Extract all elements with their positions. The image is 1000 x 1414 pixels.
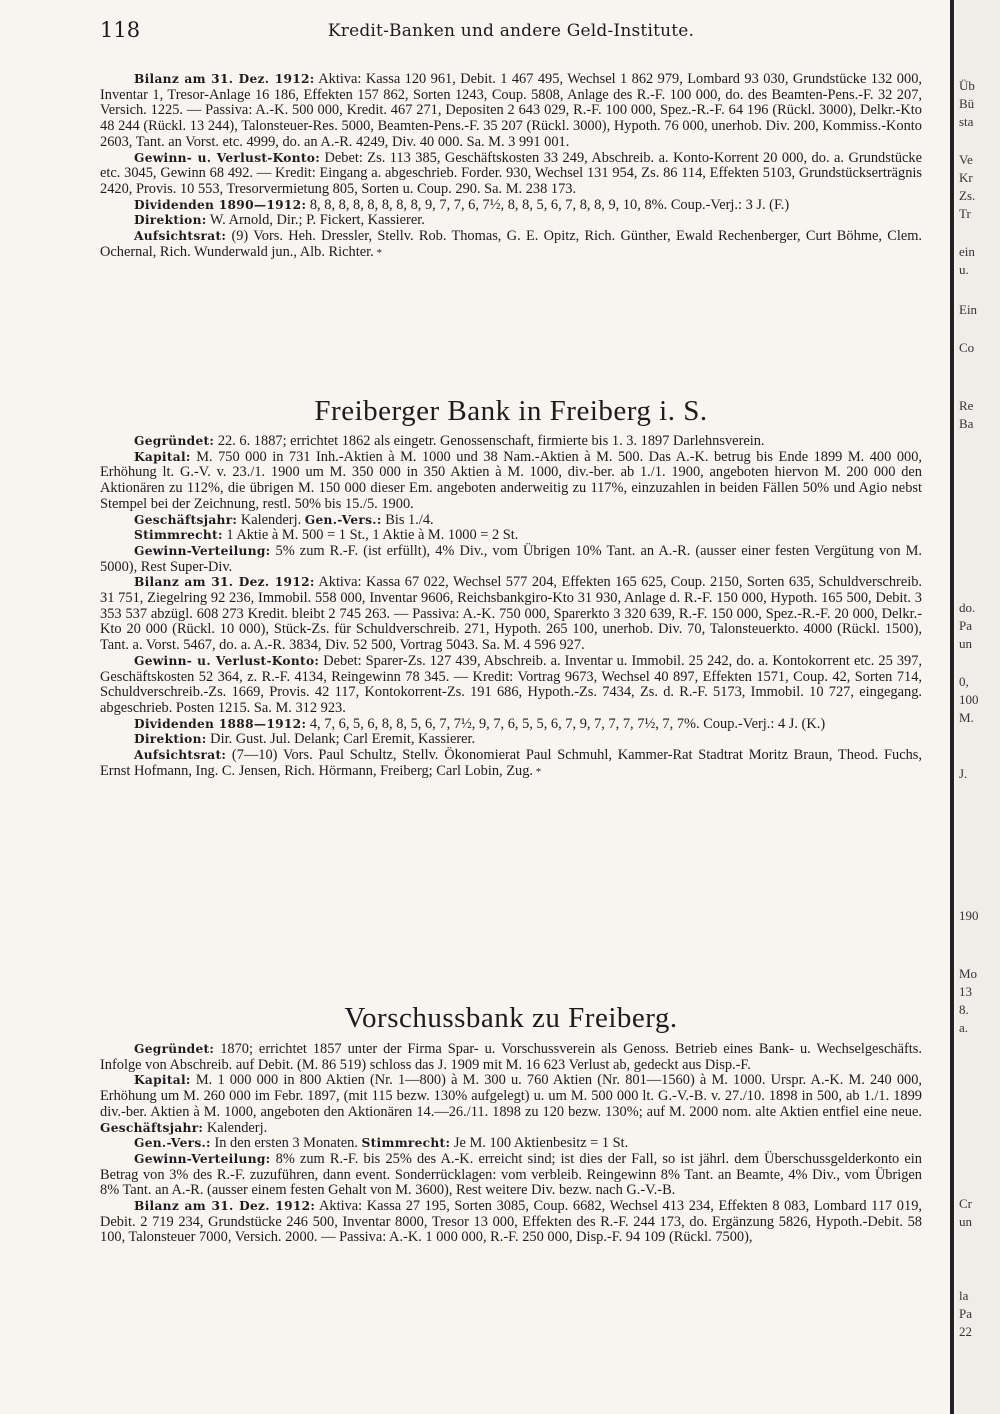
fragment-text: Co: [959, 340, 975, 355]
fragment-text: do.: [959, 600, 976, 615]
fiscal-year-paragraph: Geschäftsjahr: Kalenderj. Gen.-Vers.: Bis 1./4.: [134, 511, 434, 528]
balance-sheet-paragraph: Bilanz am 31. Dez. 1912: Aktiva: Kassa 67 022, Wechsel 577 204, Effekten 165 625, Coup. 2150, Sorten 635, Schuldverschreib. 31 751, Ziegelring 92 236, Immobil. 558 000, Inventar 9606, Reichsbankgiro-Kto 31 930, Anlage d. R.-F. 150 000, Hypoth. 165 500, Debit. 3 353 537 abzügl. 608 273 Kredit. bleibt 2 745 263. — Passiva: A.-K. 750 000, Sparerkto 3 320 639, R.-F. 150 000, Spez.-R.-F. 20 000, Delkr.-Kto 20 000 (Rückl. 10 000), Stück-Zs. für Schuldverschreib. 271, Hypoth. 265 100, unerhob. Div. 70, Talonsteuerkto. 4000 (Rückl. 1500), Tant. a. Vorst. 5467, do. a. A.-R. 3834, Div. 52 500, Vortrag 5043. Sa. M. 4 596 927.: [100, 574, 922, 654]
management-paragraph: Direktion: Dir. Gust. Jul. Delank; Carl Eremit, Kassierer.: [134, 731, 476, 748]
fragment-text: 22: [959, 1324, 972, 1339]
founded-paragraph: Gegründet: 1870; errichtet 1857 unter der Firma Spar- u. Vorschussverein als Genoss. Betrieb eines Bank- u. Wechselgeschäfts. Infolge von Abschreib. auf Debit. (M. 86 519) schloss das J. 1909 mit M. 16 623 Verlust ab, gedeckt aus Disp.-F.: [100, 1041, 922, 1073]
profit-loss-paragraph: Gewinn- u. Verlust-Konto: Debet: Zs. 113 385, Geschäftskosten 33 249, Abschreib. a. Konto-Korrent 20 000, do. a. Grundstücke etc. 3045, Gewinn 68 492. — Kredit: Eingang a. abgeschrieb. Forder. 930, Wechsel 131 954, Zs. 86 114, Effekten 5103, Grundstückserträgnis 2420, Provis. 10 553, Tresorvermietung 805, Sorten u. Coup. 290. Sa. M. 238 173.: [100, 149, 922, 197]
management-paragraph: Direktion: W. Arnold, Dir.; P. Fickert, Kassierer.: [134, 212, 425, 229]
fragment-text: sta: [959, 114, 974, 129]
section-title-freiberger-bank: Freiberger Bank in Freiberg i. S.: [314, 395, 708, 427]
fragment-text: J.: [959, 766, 968, 781]
fragment-text: Bü: [959, 96, 975, 111]
section-freiberger-bank: [100, 434, 922, 780]
fragment-text: Ve: [959, 152, 973, 167]
fragment-text: Ba: [959, 416, 974, 431]
profit-loss-paragraph: Gewinn- u. Verlust-Konto: Debet: Sparer-Zs. 127 439, Abschreib. a. Inventar u. Immobil. 25 242, do. a. Kontokorrent etc. 25 397, Geschäftskosten 52 364, z. R.-F. 4134, Reingewinn 78 345. — Kredit: Vortrag 9673, Wechsel 40 897, Effekten 1571, Coup. 42, Sorten 714, Schuldverschreib.-Zs. 1669, Provis. 42 117, Kontokorrent-Zs. 191 686, Hypoth.-Zs. 7434, Zs. d. R.-F. 5173, Immobil. 10 727, eingegang. abgeschrieb. Posten 1215. Sa. M. 312 923.: [100, 652, 923, 716]
fragment-text: un: [959, 1214, 972, 1229]
balance-sheet-paragraph: Bilanz am 31. Dez. 1912: Aktiva: Kassa 120 961, Debit. 1 467 495, Wechsel 1 862 979, Lombard 93 030, Grundstücke 132 000, Inventar 1, Tresor-Anlage 16 186, Effekten 157 862, Sorten 1243, Coup. 5808, Anlage des R.-F. 100 000, do. des Beamten-Pens.-F. 32 207, Versich. 1225. — Passiva: A.-K. 500 000, Kredit. 467 271, Depositen 2 643 029, R.-F. 100 000, Spez.-R.-F. 64 196 (Rückl. 3000), Delkr.-Kto 48 244 (Rückl. 13 244), Talonsteuer-Res. 5000, Beamten-Pens.-F. 35 207 (Rückl. 3000), Hypoth. 76 000, unerhob. Div. 200, Kommiss.-Konto 2603, Tant. an Vorst. etc. 4999, do. an A.-R. 4249, Div. 40 000. Sa. M. 3 991 001.: [100, 71, 922, 150]
profit-distribution-paragraph: Gewinn-Verteilung: 5% zum R.-F. (ist erfüllt), 4% Div., vom Übrigen 10% Tant. an A.-R. (ausser einer festen Vergütung von M. 5000), Rest Super-Div.: [100, 542, 922, 575]
fragment-text: Cr: [959, 1196, 972, 1211]
fragment-text: 0,: [959, 674, 969, 689]
fragment-text: 8.: [959, 1002, 969, 1017]
profit-distribution-paragraph: Gewinn-Verteilung: 8% zum R.-F. bis 25% des A.-K. erreicht sind; ist dies der Fall, so ist jährl. dem Überschussgelderkonto ein Betrag von 3% des R.-F. zuzuführen, dann event. Sonderrücklagen: vom verbleib. Reingewinn 8% Tant. an Beamte, 4% Div., vom Übrigen 8% Tant. an A.-R. (ausser einem festen Gehalt von M. 3600), Rest weitere Div. bezw. nach G.-V.-B.: [100, 1150, 922, 1199]
fragment-text: a.: [959, 1020, 969, 1035]
page-number: 118: [100, 18, 141, 42]
page-header: [100, 18, 922, 44]
fragment-text: Pa: [959, 618, 972, 633]
supervisory-board-paragraph: Aufsichtsrat: (7—10) Vors. Paul Schultz, Stellv. Ökonomierat Paul Schmuhl, Kammer-Rat Stadtrat Moritz Braun, Theod. Fuchs, Ernst Hofmann, Ing. C. Jensen, Rich. Hörmann, Freiberg; Carl Lobin, Zug. *: [100, 747, 922, 779]
section-vorschussbank: [100, 1042, 922, 1246]
founded-paragraph: Gegründet: 22. 6. 1887; errichtet 1862 als eingetr. Genossenschaft, firmierte bis 1. 3. 1897 Darlehnsverein.: [134, 433, 765, 449]
fragment-text: 13: [959, 984, 972, 999]
fragment-text: la: [959, 1288, 969, 1303]
fragment-text: Üb: [959, 78, 975, 93]
section-previous-bank: [100, 72, 922, 261]
dividends-paragraph: Dividenden 1888—1912: 4, 7, 6, 5, 6, 8, 8, 5, 6, 7, 7½, 9, 7, 6, 5, 5, 6, 7, 9, 7, 7, 7, 7½, 7, 7%. Coup.-Verj.: 4 J. (K.): [134, 715, 826, 732]
page-gutter: [950, 0, 954, 1414]
voting-rights-paragraph: Stimmrecht: 1 Aktie à M. 500 = 1 St., 1 Aktie à M. 1000 = 2 St.: [134, 527, 519, 544]
section-title-vorschussbank: Vorschussbank zu Freiberg.: [344, 1002, 678, 1034]
fragment-text: Re: [959, 398, 974, 413]
fragment-text: Tr: [959, 206, 971, 221]
fragment-text: Mo: [959, 966, 978, 981]
fragment-text: Ein: [959, 302, 978, 317]
fragment-text: Zs.: [959, 188, 976, 203]
supervisory-board-paragraph: Aufsichtsrat: (9) Vors. Heh. Dressler, Stellv. Rob. Thomas, G. E. Opitz, Rich. Günther, Ewald Rechenberger, Curt Böhme, Clem. Ochernal, Rich. Wunderwald jun., Alb. Richter. *: [100, 228, 922, 260]
fragment-text: u.: [959, 262, 969, 277]
fragment-text: M.: [959, 710, 974, 725]
adjacent-page-fragment: [956, 0, 1000, 1414]
running-head: Kredit-Banken und andere Geld-Institute.: [327, 21, 695, 41]
fragment-text: 190: [959, 908, 979, 923]
balance-sheet-paragraph: Bilanz am 31. Dez. 1912: Aktiva: Kassa 27 195, Sorten 3085, Coup. 6682, Wechsel 413 234, Effekten 8 083, Lombard 117 019, Debit. 2 719 234, Grundstücke 246 500, Inventar 8000, Tresor 13 000, Effekten des R.-F. 244 173, do. Ergänzung 5826, Hypoth.-Debit. 58 100, Talonsteuer 7000, Versich. 2000. — Passiva: A.-K. 1 000 000, R.-F. 250 000, Disp.-F. 94 109 (Rückl. 7500),: [100, 1198, 922, 1246]
dividends-paragraph: Dividenden 1890—1912: 8, 8, 8, 8, 8, 8, 8, 8, 9, 7, 7, 6, 7½, 8, 8, 5, 6, 7, 8, 8, 9, 10, 8%. Coup.-Verj.: 3 J. (F.): [134, 196, 790, 213]
capital-paragraph: Kapital: M. 750 000 in 731 Inh.-Aktien à M. 1000 und 38 Nam.-Aktien à M. 500. Das A.-K. betrug bis Ende 1899 M. 400 000, Erhöhung lt. G.-V. v. 23./1. 1900 um M. 350 000 in 350 Aktien à M. 1000, div.-ber. ab 1./1. 1900, angeboten hiervon M. 200 000 den Aktionären zu 112%, die übrigen M. 150 000 dieser Em. angeboten anderweitig zu 117%, einzuzahlen in beiden Fällen 50% und Agio nebst Stempel bei der Zeichnung, restl. 50% bis 15./5. 1900.: [100, 448, 922, 512]
fragment-text: Pa: [959, 1306, 972, 1321]
capital-paragraph: Kapital: M. 1 000 000 in 800 Aktien (Nr. 1—800) à M. 300 u. 760 Aktien (Nr. 801—1560) à M. 1000. Urspr. A.-K. M. 240 000, Erhöhung um M. 260 000 im Febr. 1897, (mit 115 bezw. 130% aufgelegt) u. um M. 500 000 lt. G.-V.-B. v. 27./10. 1898 in 500, ab 1./1. 1899 div.-ber. Aktien à M. 1000, angeboten den Aktionären 14.—26./11. 1898 zu 120 bezw. 130%; auf M. 2000 nom. alte Aktien entfiel eine neue. Geschäftsjahr: Kalenderj.: [100, 1072, 922, 1136]
general-meeting-paragraph: Gen.-Vers.: In den ersten 3 Monaten. Stimmrecht: Je M. 100 Aktienbesitz = 1 St.: [134, 1135, 629, 1152]
fragment-text: un: [959, 636, 972, 651]
fragment-text: 100: [959, 692, 979, 707]
fragment-text: Kr: [959, 170, 973, 185]
fragment-text: ein: [959, 244, 975, 259]
